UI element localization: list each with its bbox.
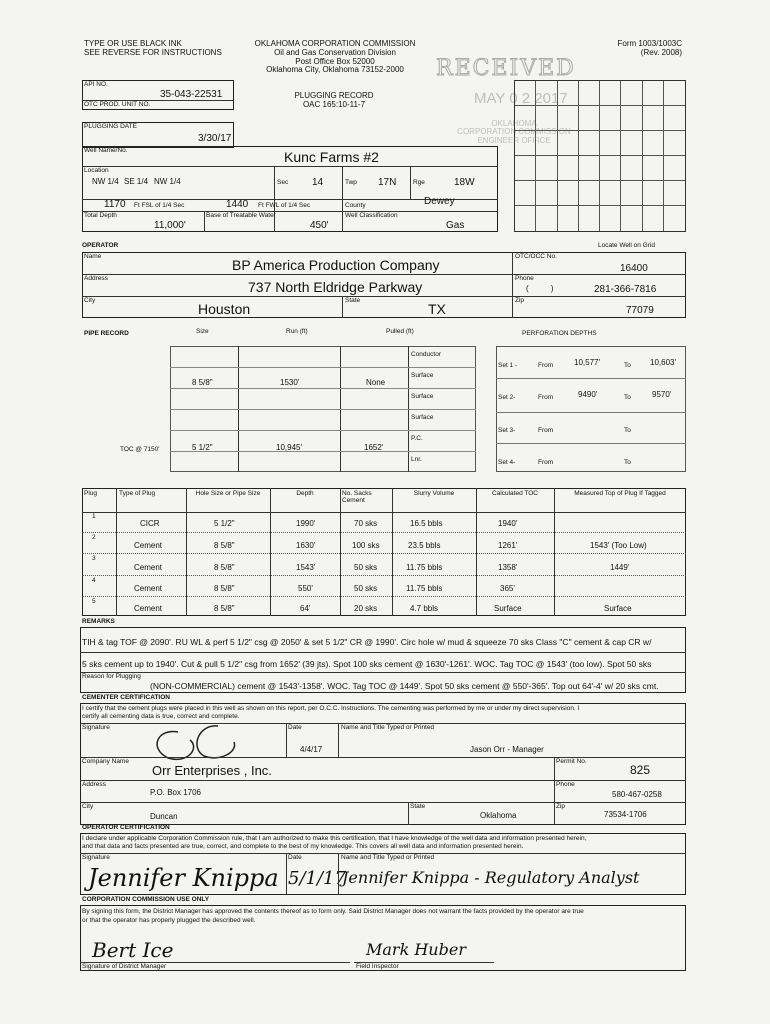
fi-label: Field Inspector <box>356 963 399 970</box>
plug2-type: Cement <box>134 541 163 550</box>
class-label: Well Classification <box>345 212 398 219</box>
opcert-name: Jennifer Knippa - Regulatory Analyst <box>342 868 640 887</box>
cementer-name: Jason Orr - Manager <box>470 745 544 754</box>
plug4-sacks: 50 sks <box>354 584 378 593</box>
plug1-volume: 16.5 bbls <box>410 519 443 528</box>
plug4-volume: 11.75 bbls <box>406 584 443 593</box>
plug2-size: 8 5/8" <box>214 541 235 550</box>
plug5-measured: Surface <box>604 604 632 613</box>
perf-set1-from-label: From <box>538 362 554 369</box>
pipe2-pulled: 1652' <box>364 443 384 452</box>
field-inspector-signature: Mark Huber <box>366 940 466 959</box>
perf-set2-label: Set 2- <box>498 394 516 401</box>
td-label: Total Depth <box>84 212 117 219</box>
stamp-line1: OKLAHOMA <box>491 119 537 128</box>
stamp-date: MAY 0 2 2017 <box>474 90 568 107</box>
operator-name: BP America Production Company <box>232 257 440 273</box>
plug1-type: CICR <box>140 519 160 528</box>
county-label: County <box>345 202 366 209</box>
cem-phone-label: Phone <box>556 781 575 788</box>
instruction-ink: TYPE OR USE BLACK INK <box>84 39 182 48</box>
btw-label: Base of Treatable Water <box>206 212 276 219</box>
perf-set1-to: 10,603' <box>650 358 676 367</box>
header-instructions <box>84 40 222 58</box>
op-zip-label: Zip <box>515 297 525 304</box>
form-number <box>618 40 682 58</box>
remarks-title: REMARKS <box>82 618 115 625</box>
section: 14 <box>312 177 324 188</box>
opcert-date-label: Date <box>288 854 302 861</box>
company-name: Orr Enterprises , Inc. <box>152 763 272 778</box>
cem-state-label: State <box>410 803 426 810</box>
occ-text2: or that the operator has properly plugged the described well. <box>82 917 256 924</box>
opcert-cert1: I declare under applicable Corporation Commission rule, that I am authorized to make this certification, that I have knowledge of the well data and information presented herein, <box>82 835 587 842</box>
county: Dewey <box>424 196 455 207</box>
plug4-no: 4 <box>92 577 96 584</box>
pipe-col-size: Size <box>196 328 209 335</box>
locate-well-grid <box>514 80 686 232</box>
cem-zip-label: Zip <box>556 803 566 810</box>
otc-prod-label: OTC PROD. UNIT NO. <box>84 101 151 108</box>
plug4-size: 8 5/8" <box>214 584 235 593</box>
agency-pobox: Post Office Box 52000 <box>295 56 375 66</box>
instruction-reverse: SEE REVERSE FOR INSTRUCTIONS <box>84 47 222 57</box>
reason-label: Reason for Plugging <box>82 673 141 680</box>
cementer-date-label: Date <box>288 724 302 731</box>
agency-division: Oil and Gas Conservation Division <box>274 47 396 57</box>
plug5-type: Cement <box>134 604 163 613</box>
api-number: 35-043-22531 <box>160 89 223 100</box>
plug1-depth: 1990' <box>296 519 316 528</box>
pipe1-size: 8 5/8" <box>192 378 213 387</box>
occ-title: CORPORATION COMMISSION USE ONLY <box>82 896 210 903</box>
cementer-cert1: I certify that the cement plugs were placed in this well as shown on this report, per O.C.C. Instructions. The cementing was performed by me or under my direct supervision. I <box>82 705 580 712</box>
perf-set2-from-label: From <box>538 394 554 401</box>
perf-set2-to: 9570' <box>652 390 672 399</box>
perf-set1-to-label: To <box>624 362 631 369</box>
plug3-size: 8 5/8" <box>214 563 235 572</box>
perf-set4-to-label: To <box>624 459 631 466</box>
company-label: Company Name <box>82 758 129 765</box>
plug2-no: 2 <box>92 534 96 541</box>
plug5-toc: Surface <box>494 604 522 613</box>
plug2-measured: 1543' (Too Low) <box>590 541 647 550</box>
plug5-depth: 64' <box>300 604 311 613</box>
opcert-sig-label: Signature <box>82 854 110 861</box>
range: 18W <box>454 177 475 188</box>
pipe-type-surface: Surface <box>411 372 434 379</box>
opcert-cert2: and that data and facts presented are true, correct, and complete to the best of my knowledge. This covers all well data and information presented herein. <box>82 843 524 850</box>
stamp-line3: ENGINEER OFFICE <box>477 135 551 145</box>
permit-label: Permit No. <box>556 758 587 765</box>
pipe-type-surface2: Surface <box>411 393 434 400</box>
pipe1-pulled: None <box>366 378 386 387</box>
plug1-toc: 1940' <box>498 519 518 528</box>
cem-address: P.O. Box 1706 <box>150 788 201 797</box>
perf-set3-to-label: To <box>624 427 631 434</box>
plug-col-toc: Calculated TOC <box>491 490 538 497</box>
plug3-type: Cement <box>134 563 163 572</box>
pipe-record-title: PIPE RECORD <box>84 330 129 337</box>
perf-set4-from-label: From <box>538 459 554 466</box>
op-otc-label: OTC/OCC No. <box>515 253 557 260</box>
township: 17N <box>378 177 397 188</box>
plug2-sacks: 100 sks <box>352 541 380 550</box>
perf-set2-to-label: To <box>624 394 631 401</box>
remarks-line3: (NON-COMMERCIAL) cement @ 1543'-1358'. WOC. Tag TOC @ 1449'. Spot 50 sks cement @ 550'-365'. Top out 64'-4' w/ 20 sks cmt. <box>150 681 659 691</box>
perf-title: PERFORATION DEPTHS <box>522 330 597 337</box>
well-class: Gas <box>446 220 465 231</box>
plug2-depth: 1630' <box>296 541 316 550</box>
well-name: Kunc Farms #2 <box>284 149 379 165</box>
grid-label: Locate Well on Grid <box>598 242 655 249</box>
pipe-col-pulled: Pulled (ft) <box>386 328 414 335</box>
permit-no: 825 <box>630 763 651 777</box>
plug-col-volume: Slurry Volume <box>413 490 455 497</box>
remarks-line1: TIH & tag TOF @ 2090'. RU WL & perf 5 1/2" csg @ 2050' & set 5 1/2" CR @ 1990'. Circ hole w/ mud & squeeze 70 sks Class "C" cement & cap CR w/ <box>82 637 652 647</box>
operator-otc: 16400 <box>620 263 648 274</box>
well-name-label: Well Name/No. <box>84 147 128 154</box>
plug3-sacks: 50 sks <box>354 563 378 572</box>
plug4-depth: 550' <box>298 584 313 593</box>
form-no: Form 1003/1003C <box>617 39 682 48</box>
operator-zip: 77079 <box>626 305 654 316</box>
operator-section: OPERATOR <box>82 242 119 249</box>
quarter-2: SE 1/4 <box>124 177 149 186</box>
perf-set4-label: Set 4- <box>498 459 516 466</box>
total-depth: 11,000' <box>154 220 186 231</box>
cem-addr-label: Address <box>82 781 106 788</box>
op-state-label: State <box>345 297 361 304</box>
op-phone-label: Phone <box>515 275 534 282</box>
plug-col-measured: Measured Top of Plug If Tagged <box>574 490 666 497</box>
treatable-water: 450' <box>310 220 329 231</box>
plug1-no: 1 <box>92 513 96 520</box>
quarter-3: NW 1/4 <box>154 177 181 186</box>
stamp-line2: CORPORATION COMMISSION <box>457 127 571 137</box>
perf-set1-from: 10,577' <box>574 358 600 367</box>
location-label: Location <box>84 167 109 174</box>
perf-set2-from: 9490' <box>578 390 598 399</box>
fsl-label: Ft FSL of 1/4 Sec <box>134 202 185 209</box>
opcert-date: 5/1/17 <box>288 868 346 889</box>
opcert-title: OPERATOR CERTIFICATION <box>82 824 170 831</box>
plug4-type: Cement <box>134 584 163 593</box>
operator-state: TX <box>428 301 446 317</box>
plug-col-sacks: No. Sacks Cement <box>342 490 372 504</box>
plug-col-type: Type of Plug <box>119 490 156 497</box>
perf-set3-from-label: From <box>538 427 554 434</box>
operator-signature: Jennifer Knippa <box>88 864 279 892</box>
plug5-no: 5 <box>92 598 96 605</box>
cementer-sig-label: Signature <box>82 724 110 731</box>
pipe2-size: 5 1/2" <box>192 443 213 452</box>
plug4-toc: 365' <box>500 584 515 593</box>
perf-set3-label: Set 3- <box>498 427 516 434</box>
plug-date-label: PLUGGING DATE <box>84 123 137 130</box>
pipe1-run: 1530' <box>280 378 300 387</box>
pipe-type-surface3: Surface <box>411 414 434 421</box>
operator-address: 737 North Eldridge Parkway <box>248 279 423 295</box>
perf-set1-label: Set 1 - <box>498 362 518 369</box>
opcert-name-label: Name and Title Typed or Printed <box>341 854 435 861</box>
twp-label: Twp <box>345 179 357 186</box>
plug5-size: 8 5/8" <box>214 604 235 613</box>
remarks-line2: 5 sks cement up to 1940'. Cut & pull 5 1/2" csg from 1652' (39 jts). Spot 100 sks cement @ 1630'-1261'. WOC. Tag TOC @ 1543' (too low). Spot 50 sks <box>82 659 652 669</box>
cem-city: Duncan <box>150 812 178 821</box>
plug3-toc: 1358' <box>498 563 518 572</box>
plug3-volume: 11.75 bbls <box>406 563 443 572</box>
agency-city: Oklahoma City, Oklahoma 73152-2000 <box>266 65 404 75</box>
plug1-size: 5 1/2" <box>214 519 235 528</box>
pipe-col-run: Run (ft) <box>286 328 308 335</box>
rge-label: Rge <box>413 179 425 186</box>
cementer-title: CEMENTER CERTIFICATION <box>82 694 170 701</box>
plug-col-no: Plug <box>84 490 98 497</box>
op-addr-label: Address <box>84 275 108 282</box>
plugging-record-title: PLUGGING RECORD <box>294 91 374 100</box>
pipe-toc: TOC @ 7150' <box>120 446 160 453</box>
plug3-no: 3 <box>92 555 96 562</box>
district-manager-signature: Bert Ice <box>92 938 174 962</box>
plug5-volume: 4.7 bbls <box>410 604 439 613</box>
dm-label: Signature of District Manager <box>82 963 167 970</box>
cementer-cert2: certify all cementing data is true, correct and complete. <box>82 713 240 720</box>
op-name-label: Name <box>84 253 102 260</box>
form-rev: (Rev. 2008) <box>640 47 682 57</box>
agency-name: OKLAHOMA CORPORATION COMMISSION <box>254 39 416 48</box>
record-title <box>284 92 384 110</box>
plug3-measured: 1449' <box>610 563 630 572</box>
pipe-type-conductor: Conductor <box>411 351 441 358</box>
cem-city-label: City <box>82 803 94 810</box>
cem-state: Oklahoma <box>480 811 517 820</box>
pipe-type-lnr: Lnr. <box>411 456 422 463</box>
fwl-value: 1440 <box>226 199 249 210</box>
pipe-type-pc: P.C. <box>411 435 423 442</box>
oac-ref: OAC 165:10-11-7 <box>302 99 366 109</box>
received-stamp: RECEIVED <box>436 56 576 81</box>
op-city-label: City <box>84 297 96 304</box>
plug-date: 3/30/17 <box>198 133 232 144</box>
pipe2-run: 10,945' <box>276 443 302 452</box>
plug2-volume: 23.5 bbls <box>408 541 441 550</box>
plug1-sacks: 70 sks <box>354 519 378 528</box>
plug-col-depth: Depth <box>296 490 314 497</box>
plug5-sacks: 20 sks <box>354 604 378 613</box>
op-phone-area: ( ) <box>526 284 554 293</box>
occ-text1: By signing this form, the District Manager has approved the contents thereof as to form only. Said District Manager does not warrant the facts provided by the operator are true <box>82 908 584 915</box>
cem-phone: 580-467-0258 <box>612 790 662 799</box>
cementer-date: 4/4/17 <box>300 745 323 754</box>
operator-city: Houston <box>198 301 251 317</box>
sec-label: Sec <box>277 179 289 186</box>
quarter-1: NW 1/4 <box>92 177 119 186</box>
operator-phone: 281-366-7816 <box>594 284 657 295</box>
cem-zip: 73534-1706 <box>604 810 647 819</box>
agency-block <box>240 40 430 75</box>
plug-col-size: Hole Size or Pipe Size <box>195 490 261 497</box>
fsl-value: 1170 <box>104 199 126 210</box>
cementer-name-label: Name and Title Typed or Printed <box>341 724 435 731</box>
plug2-toc: 1261' <box>498 541 518 550</box>
api-label: API NO. <box>84 81 108 88</box>
plug3-depth: 1543' <box>296 563 316 572</box>
fwl-label: Ft FWL of 1/4 Sec <box>258 202 311 209</box>
